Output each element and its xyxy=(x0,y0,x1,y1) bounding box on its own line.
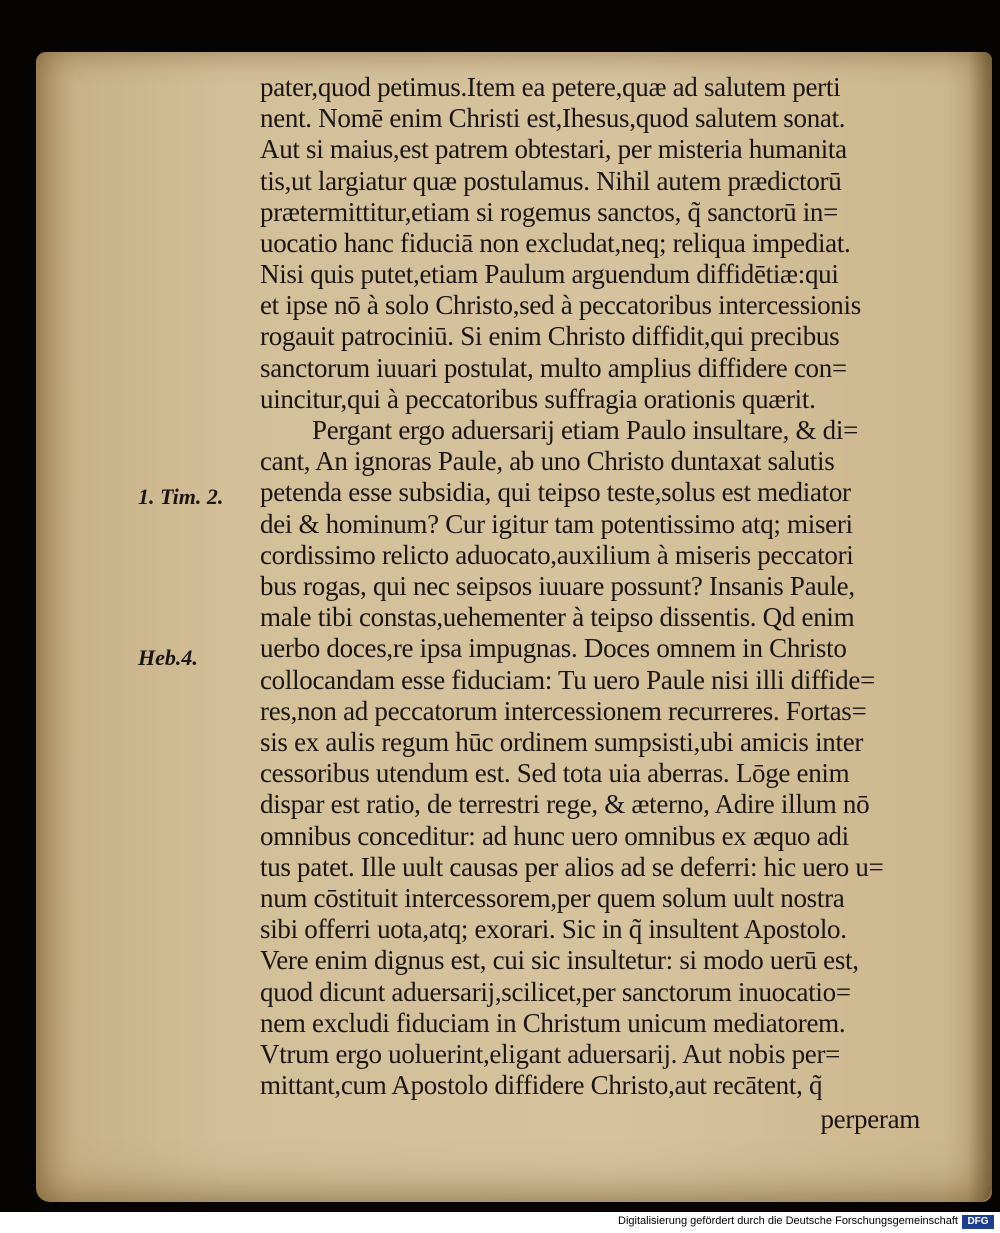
text-line: num cōstituit intercessorem,per quem solum uult nostra xyxy=(260,883,845,913)
text-line: pater,quod petimus.Item ea petere,quæ ad salutem perti xyxy=(260,72,841,102)
text-line: dispar est ratio, de terrestri rege, & æterno, Adire illum nō xyxy=(260,789,870,819)
footer-credit: Digitalisierung gefördert durch die Deutsche Forschungsgemeinschaft xyxy=(618,1215,958,1227)
text-line: mittant,cum Apostolo diffidere Christo,aut recātent, q̃ xyxy=(260,1070,823,1100)
text-line: petenda esse subsidia, qui teipso teste,solus est mediator xyxy=(260,477,851,507)
text-line: nem excludi fiduciam in Christum unicum mediatorem. xyxy=(260,1008,846,1038)
text-line: sibi offerri uota,atq; exorari. Sic in q̃ insultent Apostolo. xyxy=(260,914,847,944)
text-line: uerbo doces,re ipsa impugnas. Doces omnem in Christo xyxy=(260,633,847,663)
text-line: male tibi constas,uehementer à teipso dissentis. Qd enim xyxy=(260,602,855,632)
text-line: Aut si maius,est patrem obtestari, per misteria humanita xyxy=(260,134,847,164)
dfg-logo: DFG xyxy=(962,1215,994,1229)
text-line: rogauit patrociniū. Si enim Christo diffidit,qui precibus xyxy=(260,321,840,351)
text-line: omnibus conceditur: ad hunc uero omnibus ex æquo adi xyxy=(260,821,849,851)
text-line: Vtrum ergo uoluerint,eligant aduersarij. Aut nobis per= xyxy=(260,1039,841,1069)
text-line: collocandam esse fiduciam: Tu uero Paule nisi illi diffide= xyxy=(260,665,875,695)
text-line: nent. Nomē enim Christi est,Ihesus,quod salutem sonat. xyxy=(260,103,846,133)
catchword: perperam xyxy=(820,1104,920,1134)
text-line: uocatio hanc fiduciā non excludat,neq; reliqua impediat. xyxy=(260,228,851,258)
text-line: Vere enim dignus est, cui sic insultetur: si modo uerū est, xyxy=(260,945,859,975)
text-line: prætermittitur,etiam si rogemus sanctos, q̃ sanctorū in= xyxy=(260,197,839,227)
text-line: cessoribus utendum est. Sed tota uia aberras. Lōge enim xyxy=(260,758,850,788)
text-line: cant, An ignoras Paule, ab uno Christo duntaxat salutis xyxy=(260,446,835,476)
footer-bar xyxy=(0,1212,1000,1233)
text-line: Pergant ergo aduersarij etiam Paulo insultare, & di= xyxy=(312,415,858,445)
text-line: uincitur,qui à peccatoribus suffragia orationis quærit. xyxy=(260,384,816,414)
text-line: quod dicunt aduersarij,scilicet,per sanctorum inuocatio= xyxy=(260,977,851,1007)
text-line: Nisi quis putet,etiam Paulum arguendum diffidētiæ:qui xyxy=(260,259,839,289)
text-line: bus rogas, qui nec seipsos iuuare possunt? Insanis Paule, xyxy=(260,571,855,601)
margin-note: Heb.4. xyxy=(138,645,198,670)
text-line: tis,ut largiatur quæ postulamus. Nihil autem prædictorū xyxy=(260,166,842,196)
text-line: tus patet. Ille uult causas per alios ad se deferri: hic uero u= xyxy=(260,852,884,882)
text-line: sanctorum iuuari postulat, multo amplius diffidere con= xyxy=(260,353,847,383)
text-line: cordissimo relicto aduocato,auxilium à miseris peccatori xyxy=(260,540,854,570)
text-line: dei & hominum? Cur igitur tam potentissimo atq; miseri xyxy=(260,509,853,539)
margin-note: 1. Tim. 2. xyxy=(138,484,224,509)
text-line: res,non ad peccatorum intercessionem recurreres. Fortas= xyxy=(260,696,867,726)
text-line: sis ex aulis regum hūc ordinem sumpsisti,ubi amicis inter xyxy=(260,727,864,757)
text-line: et ipse nō à solo Christo,sed à peccatoribus intercessionis xyxy=(260,290,861,320)
